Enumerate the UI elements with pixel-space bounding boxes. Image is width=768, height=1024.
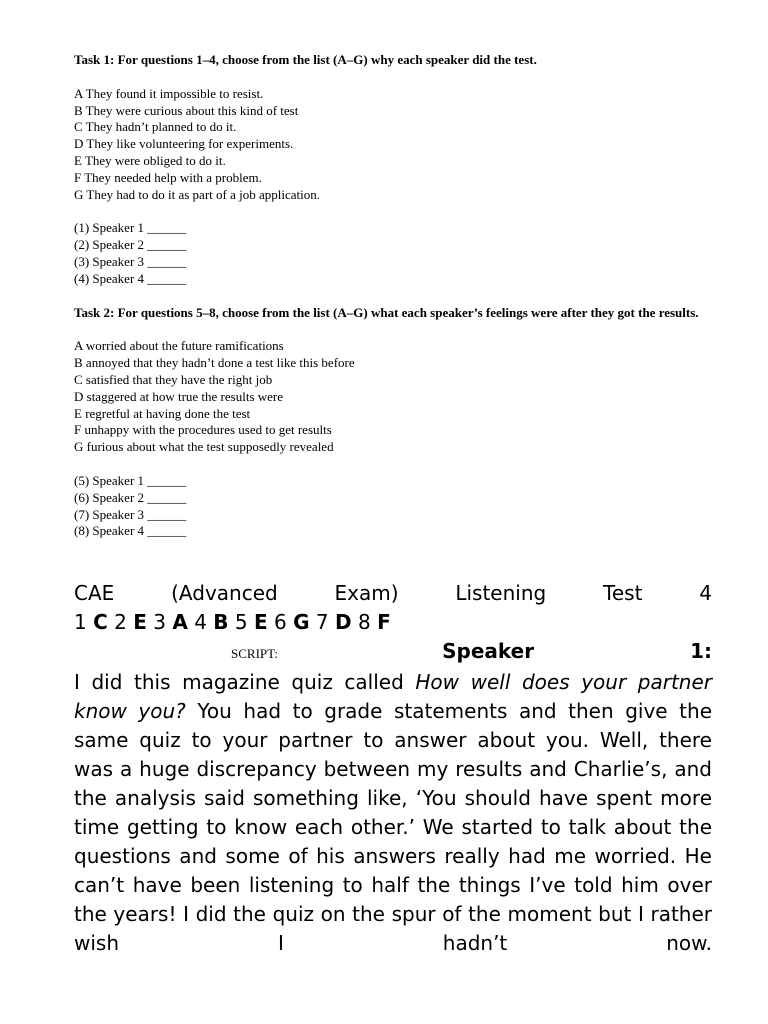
task1-answer-4: (4) Speaker 4 ______: [74, 270, 187, 286]
key-number: 7: [315, 610, 329, 635]
task2-option-a: A worried about the future ramifications: [74, 338, 284, 354]
title-word: CAE: [74, 581, 115, 606]
task2-answer-8: (8) Speaker 4 ______: [74, 523, 187, 539]
answer-key: [74, 608, 712, 637]
task1-option-g: G They had to do it as part of a job application.: [74, 186, 320, 202]
key-number: 2: [114, 610, 127, 635]
speaker-label: Speaker: [442, 639, 535, 664]
test-title: [74, 579, 712, 608]
task2-answer-6: (6) Speaker 2 ______: [74, 489, 187, 505]
title-word: (Advanced: [171, 581, 278, 606]
task1-answer-2: (2) Speaker 2 ______: [74, 237, 187, 253]
title-word: Listening: [455, 581, 547, 606]
task2-option-d: D staggered at how true the results were: [74, 388, 284, 404]
task1-heading: Task 1: For questions 1–4, choose from the list (A–G) why each speaker did the test.: [74, 52, 537, 67]
title-word: Test: [603, 581, 643, 606]
script-text: You had to grade statements and then give the same quiz to your partner to answer about you. Well, there was a huge discrepancy between my results and Charlie’s, and the analysis said something like, ‘You should have spent more time getting to know each other.’ We started to talk about the questions and some of his answers really had me worried. He can’t have been listening to half the things I’ve told him over the years! I did the quiz on the spur of the moment but I rather wish I hadn’t now.: [74, 699, 713, 956]
key-number: 6: [274, 610, 287, 635]
key-number: 3: [153, 610, 166, 635]
title-word: Exam): [334, 581, 399, 606]
key-letter: E: [133, 610, 147, 635]
task2-option-b: B annoyed that they hadn’t done a test like this before: [74, 355, 355, 371]
task1-option-d: D They like volunteering for experiments.: [74, 136, 294, 152]
key-letter: B: [213, 610, 229, 635]
task2-answer-7: (7) Speaker 3 ______: [74, 506, 187, 522]
task2-answer-5: (5) Speaker 1 ______: [74, 472, 187, 488]
script-label: SCRIPT:: [231, 646, 279, 662]
task2-heading: Task 2: For questions 5–8, choose from the list (A–G) what each speaker’s feelings were after they got the results.: [74, 304, 699, 320]
key-letter: G: [293, 610, 310, 635]
task1-option-e: E They were obliged to do it.: [74, 152, 226, 168]
key-letter: C: [93, 610, 108, 635]
key-number: 8: [357, 610, 371, 635]
key-letter: F: [377, 610, 391, 635]
task1-answer-3: (3) Speaker 3 ______: [74, 253, 187, 269]
key-number: 5: [234, 610, 248, 635]
script-header: [74, 637, 712, 668]
key-letter: A: [172, 610, 188, 635]
task2-option-f: F unhappy with the procedures used to get results: [74, 422, 332, 438]
task2-option-g: G furious about what the test supposedly revealed: [74, 439, 334, 455]
task1-answer-list: [74, 220, 712, 287]
task2-option-c: C satisfied that they have the right job: [74, 371, 273, 387]
quiz-title: How well does your partner know you?: [74, 670, 712, 724]
task1-options-list: [74, 86, 712, 204]
script-body: [74, 668, 712, 958]
speaker-number: 1:: [690, 639, 712, 664]
document-page: [74, 0, 712, 958]
task2-answer-list: [74, 473, 712, 540]
task1-option-a: A They found it impossible to resist.: [74, 85, 264, 101]
key-letter: E: [254, 610, 268, 635]
task2-options-list: [74, 338, 712, 456]
task1-option-c: C They hadn’t planned to do it.: [74, 119, 237, 135]
key-number: 1: [74, 610, 87, 635]
title-word: 4: [699, 581, 712, 606]
task1-answer-1: (1) Speaker 1 ______: [74, 220, 187, 236]
task1-option-f: F They needed help with a problem.: [74, 169, 262, 185]
key-number: 4: [194, 610, 207, 635]
script-intro: I did this magazine quiz called: [74, 670, 416, 695]
task1-option-b: B They were curious about this kind of test: [74, 102, 299, 118]
key-letter: D: [335, 610, 352, 635]
task2-option-e: E regretful at having done the test: [74, 405, 251, 421]
